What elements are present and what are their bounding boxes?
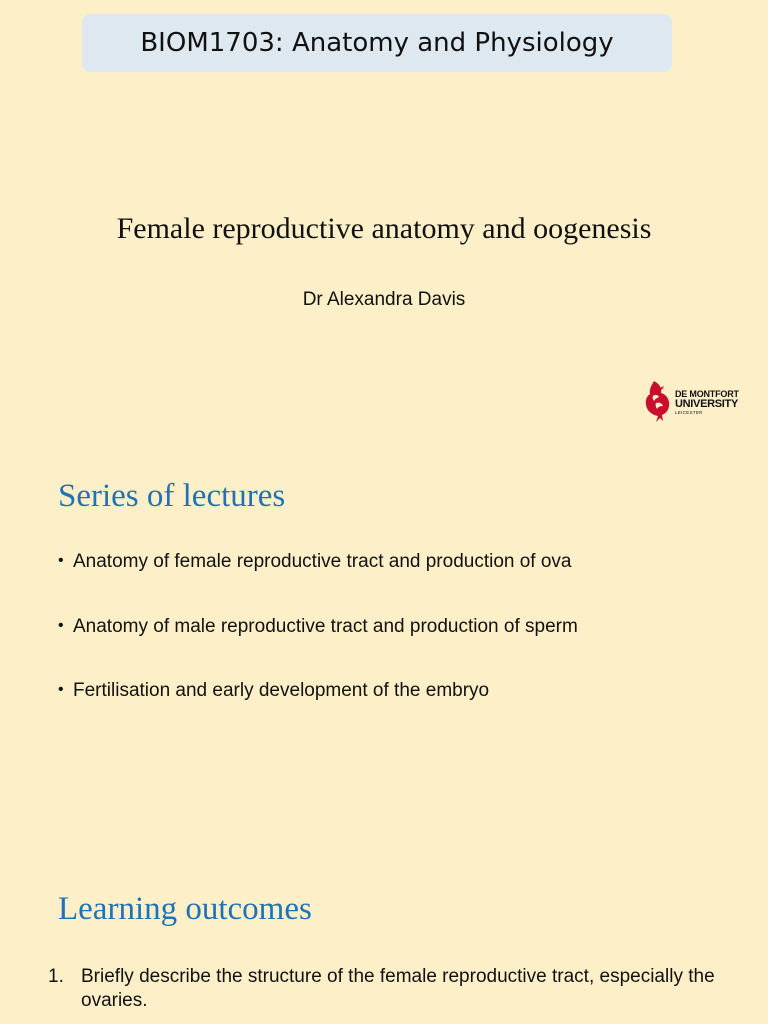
dmu-griffin-logo-icon bbox=[644, 378, 674, 424]
lecture-author: Dr Alexandra Davis bbox=[302, 289, 466, 310]
series-list-item bbox=[58, 551, 572, 573]
series-list-item bbox=[58, 680, 489, 702]
logo-line-1: DE MONTFORT bbox=[675, 389, 739, 399]
series-item-text: Anatomy of female reproductive tract and production of ova bbox=[73, 551, 572, 572]
outcomes-heading: Learning outcomes bbox=[58, 891, 312, 927]
logo-line-2: UNIVERSITY bbox=[675, 398, 739, 410]
outcome-text: Briefly describe the structure of the female reproductive tract, especially the ovaries. bbox=[81, 966, 715, 1011]
series-item-text: Anatomy of male reproductive tract and production of sperm bbox=[73, 616, 578, 637]
series-item-text: Fertilisation and early development of the embryo bbox=[73, 680, 490, 701]
bullet-icon: • bbox=[58, 617, 64, 634]
university-logo bbox=[644, 378, 756, 424]
bullet-icon: • bbox=[58, 681, 64, 698]
course-title: BIOM1703: Anatomy and Physiology bbox=[140, 28, 614, 58]
outcome-number: 1. bbox=[48, 966, 64, 987]
series-list-item bbox=[58, 616, 578, 638]
university-logo-text bbox=[675, 390, 739, 416]
series-heading: Series of lectures bbox=[58, 478, 286, 514]
logo-line-3: LEICESTER bbox=[675, 410, 703, 415]
outcome-list-item bbox=[48, 965, 748, 1013]
course-header-box bbox=[82, 14, 672, 72]
lecture-title: Female reproductive anatomy and oogenesis bbox=[116, 212, 652, 245]
bullet-icon: • bbox=[58, 552, 64, 569]
